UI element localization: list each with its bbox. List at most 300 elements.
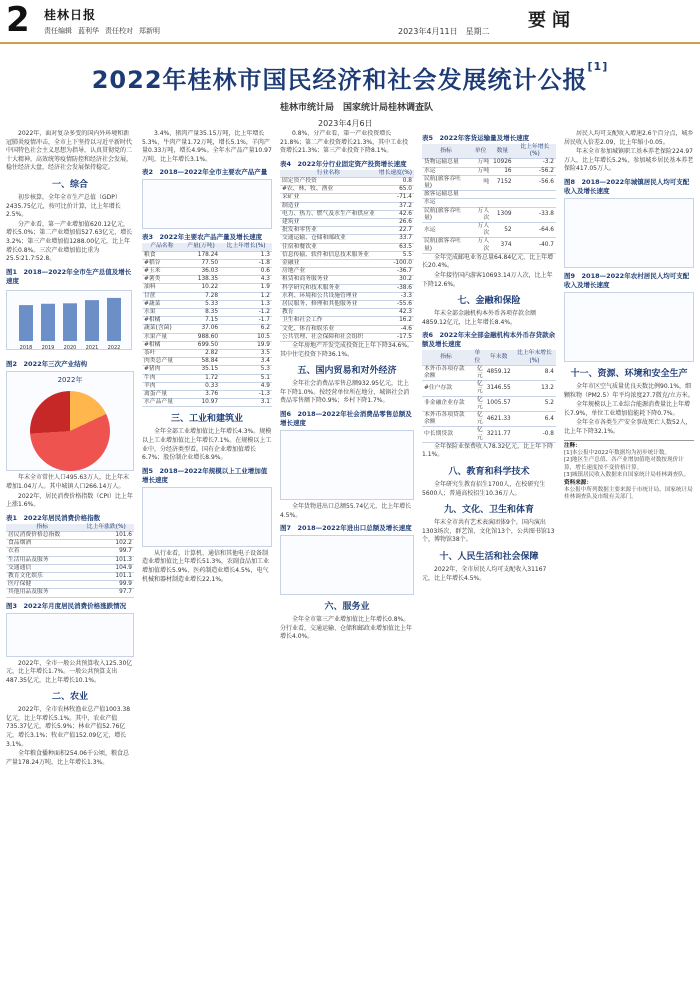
paragraph: 全年规模以上工业综合能源消费量比上年增长7.9%，单位工业增加值能耗下降0.7%。 bbox=[564, 401, 691, 417]
table-row bbox=[280, 317, 414, 325]
tick-label: 2019 bbox=[41, 344, 55, 350]
table-cell bbox=[470, 199, 491, 207]
table-cell: #薯类 bbox=[142, 276, 182, 284]
header-rule bbox=[0, 42, 700, 44]
table-cell: 亿元 bbox=[470, 381, 485, 396]
paragraph: 年末全部金融机构本外币各项存款余额4859.12亿元，比上年增长8.4%。 bbox=[422, 310, 537, 326]
table-cell: 3.76 bbox=[182, 391, 220, 399]
table-header: 数量 bbox=[491, 144, 513, 159]
table-row bbox=[422, 427, 556, 442]
investment-table bbox=[280, 170, 414, 342]
table-cell: 房地产业 bbox=[280, 268, 377, 276]
table-row bbox=[280, 202, 414, 210]
table-cell: 36.03 bbox=[182, 267, 220, 275]
table-row: 其他用品及服务 97.7 bbox=[8, 589, 132, 596]
table-cell: -33.8 bbox=[514, 207, 556, 222]
section-heading: 七、金融和保险 bbox=[457, 296, 521, 307]
table-row bbox=[142, 284, 272, 292]
table-row bbox=[142, 374, 272, 382]
note-item: [1]本公报中2022年数据均为初步统计数。 bbox=[564, 449, 671, 456]
paragraph: 全年保险业保费收入78.32亿元，比上年下降1.1%。 bbox=[422, 442, 554, 459]
paragraph: 全年房地产开发完成投资比上年下降34.6%。其中住宅投资下降36.1%。 bbox=[280, 342, 414, 358]
paragraph: 分产业看，第一产业增加值620.12亿元，增长5.0%；第二产业增加值527.63亿元，增长3.2%；第三产业增加值1288.00亿元，比上年增长0.8%。三次产业增加值比重为25.5∶21.7∶52.8。 bbox=[6, 220, 133, 263]
table-cell: 亿元 bbox=[470, 365, 485, 380]
paragraph: 年末全市共有艺术表演团体9个，国内演出1303场次，群艺馆、文化馆13个，公共图书馆13个，博物馆38个。 bbox=[422, 519, 555, 544]
section-heading: 八、教育和科学技术 bbox=[448, 467, 530, 478]
table-cell: -4.6 bbox=[377, 325, 414, 333]
trade-chart bbox=[280, 535, 414, 595]
table-header: 比上年增长(%) bbox=[220, 243, 272, 251]
table-cell: 茶叶 bbox=[142, 350, 182, 358]
table-cell: 蔬菜(含菌) bbox=[142, 325, 182, 333]
table-cell: 采矿业 bbox=[280, 194, 377, 202]
table-cell: 亿元 bbox=[470, 427, 485, 442]
issue-date: 2023年4月11日 星期二 bbox=[398, 27, 490, 36]
table-cell: 65.0 bbox=[377, 186, 414, 194]
table-cell: 公共管理、社会保障和社会组织 bbox=[280, 333, 377, 341]
table-cell bbox=[470, 191, 491, 199]
table-cell: 22.7 bbox=[377, 227, 414, 235]
table-cell: -36.7 bbox=[377, 268, 414, 276]
table-cell: 固定资产投资 bbox=[280, 177, 377, 185]
urban-income-chart bbox=[564, 198, 694, 268]
table-cell: 万吨 bbox=[470, 167, 491, 175]
table-cell: 52 bbox=[491, 223, 513, 238]
table-cell: 10926 bbox=[493, 159, 512, 166]
table-cell: -0.8 bbox=[513, 427, 556, 442]
table-cell: -64.6 bbox=[514, 223, 556, 238]
table-cell: 居民服务、修理和其他服务业 bbox=[280, 301, 377, 309]
table-row bbox=[280, 251, 414, 259]
gdp-bar bbox=[19, 305, 33, 341]
table-cell: 37.2 bbox=[377, 202, 414, 210]
table-cell: 民航(旅客吞吐量) bbox=[422, 238, 470, 253]
column-5 bbox=[564, 130, 694, 975]
masthead bbox=[0, 0, 700, 48]
table-caption: 表4 2022年分行业固定资产投资增长速度 bbox=[280, 159, 407, 168]
table-cell: 建筑业 bbox=[280, 219, 377, 227]
table-cell: 制造业 bbox=[280, 202, 377, 210]
table-cell: 科学研究和技术服务业 bbox=[280, 284, 377, 292]
table-cell: 万人次 bbox=[470, 207, 491, 222]
table-cell: #玉米 bbox=[142, 267, 182, 275]
title-note: [1] bbox=[587, 60, 609, 73]
table-cell: 63.5 bbox=[377, 243, 414, 251]
table-cell: 水果产量 bbox=[142, 333, 182, 341]
table-header: 增长速度(%) bbox=[378, 169, 412, 176]
table-header: 指标 bbox=[422, 144, 470, 159]
table-cell bbox=[491, 191, 513, 199]
table-cell: 教育 bbox=[280, 309, 377, 317]
table-row bbox=[422, 159, 556, 167]
table-cell: 8.35 bbox=[182, 309, 220, 317]
chart-caption: 表2 2018—2022年全市主要农产品产量 bbox=[142, 168, 268, 177]
table-cell: 1.72 bbox=[182, 374, 220, 382]
table-cell: 亿元 bbox=[470, 396, 485, 411]
table-cell: 10.97 bbox=[182, 399, 220, 407]
paragraph: 全年粮食播种面积254.06千公顷，粮食总产量178.24万吨，比上年增长1.3%。 bbox=[6, 750, 129, 766]
table-row bbox=[142, 341, 272, 349]
chart-caption: 图3 2022年月度居民消费价格涨跌情况 bbox=[6, 601, 127, 610]
table-cell: -1.2 bbox=[220, 309, 272, 317]
table-row bbox=[280, 186, 414, 194]
table-row bbox=[142, 300, 272, 308]
table-cell: 民航(旅客吞吐量) bbox=[422, 175, 470, 190]
paragraph: 全年接待国内游客10693.14万人次，比上年下降12.6%。 bbox=[422, 272, 553, 288]
table-cell: 批发和零售业 bbox=[280, 227, 377, 235]
table-cell: 水运 bbox=[422, 167, 470, 175]
table-row bbox=[422, 191, 556, 199]
table-row bbox=[142, 350, 272, 358]
table-cell: 文化、体育和娱乐业 bbox=[280, 325, 377, 333]
table-cell: 58.84 bbox=[182, 358, 220, 366]
table-cell: #住户存款 bbox=[422, 381, 470, 396]
table-caption: 表3 2022年主要农产品产量及增长速度 bbox=[142, 233, 263, 242]
table-cell: 水利、环境和公共设施管理业 bbox=[280, 292, 377, 300]
column-1 bbox=[6, 130, 134, 975]
table-cell: 肉类总产量 bbox=[142, 358, 182, 366]
paragraph: 全年全市各类生产安全事故死亡人数52人，比上年下降32.1%。 bbox=[564, 419, 692, 435]
table-header: 产量(万吨) bbox=[182, 243, 220, 251]
table-cell: 138.35 bbox=[182, 276, 220, 284]
table-cell: 7.15 bbox=[182, 317, 220, 325]
table-cell: #蔬菜 bbox=[142, 300, 182, 308]
table-cell: 0.8 bbox=[377, 177, 414, 185]
table-cell: 42.3 bbox=[377, 309, 414, 317]
paragraph: 全年市区空气质量优良天数比例90.1%，细颗粒物（PM2.5）年平均浓度27.7微克/立方米。 bbox=[564, 382, 694, 399]
report-title: 2022年桂林市国民经济和社会发展统计公报[1] bbox=[91, 60, 609, 94]
tick-label: 2022 bbox=[107, 344, 121, 350]
table-cell: 77.50 bbox=[182, 259, 220, 267]
table-row bbox=[280, 177, 414, 185]
section-title: 要闻 bbox=[528, 10, 576, 31]
table-header: 单位 bbox=[470, 144, 491, 159]
table-cell: 本外币各项贷款余额 bbox=[422, 412, 470, 427]
table-cell: 988.60 bbox=[182, 333, 220, 341]
table-cell: 4.9 bbox=[220, 382, 272, 390]
table-cell: 7.28 bbox=[182, 292, 220, 300]
deposit-table bbox=[422, 350, 556, 442]
table-cell: 10.22 bbox=[182, 284, 220, 292]
column-3 bbox=[280, 130, 414, 975]
chart-caption: 图5 2018—2022年规模以上工业增加值增长速度 bbox=[142, 466, 268, 484]
section-heading: 十、人民生活和社会保障 bbox=[439, 552, 539, 562]
chart-caption: 图7 2018—2022年进出口总额及增长速度 bbox=[280, 524, 412, 533]
table-cell: 万人次 bbox=[470, 238, 491, 253]
table-cell: 羊肉 bbox=[142, 382, 182, 390]
farm-products-table bbox=[142, 243, 272, 407]
table-cell: 16 bbox=[491, 167, 513, 175]
section-heading: 三、工业和建筑业 bbox=[170, 414, 243, 425]
tick-label: 2020 bbox=[63, 344, 77, 350]
table-header: 指标 bbox=[422, 350, 470, 365]
paragraph: 居民人均可支配收入增速2.6个百分点，城乡居民收入倍差2.09，比上年缩小0.05。 bbox=[564, 130, 694, 146]
table-row: 居民消费价格总指数 101.6 bbox=[8, 531, 132, 538]
table-cell: -56.2 bbox=[514, 167, 556, 175]
chart-caption: 图9 2018—2022年农村居民人均可支配收入及增长速度 bbox=[564, 271, 690, 289]
table-cell bbox=[514, 191, 556, 199]
table-cell: 本外币各项存款余额 bbox=[422, 365, 470, 380]
table-caption: 表1 2022年居民消费价格指数 bbox=[6, 513, 101, 522]
table-row bbox=[280, 301, 414, 309]
industry-growth-chart bbox=[142, 487, 272, 547]
table-cell: 货物运输总量 bbox=[422, 159, 470, 167]
table-cell: 35.15 bbox=[182, 366, 220, 374]
table-cell: 万吨 bbox=[470, 159, 491, 167]
cpi-table: 指标 比上年涨跌(%) 居民消费价格总指数 101.6 食品烟酒 102.2 衣着 99.7 生活用品及服务 101.3 交通通信 104.9 教育文化娱乐 101.1 医疗保健 99.9 其他用品及服务 97.7 bbox=[8, 523, 132, 596]
note-item: [2]地区生产总值、各产业增加值绝对数按现价计算，增长速度按不变价格计算。 bbox=[564, 457, 684, 471]
page-number: 2 bbox=[6, 0, 30, 40]
paragraph: 全年全部工业增加值比上年增长4.3%。规模以上工业增加值比上年增长7.1%。在规模以上工业中，分经济类型看，国有企业增加值增长6.7%；股份制企业增长8.9%。 bbox=[142, 428, 272, 462]
table-cell: #柑橘 bbox=[142, 341, 182, 349]
sources-text: 本公报中所列数据主要来源于市统计局、国家统计局桂林调查队及市级有关部门。 bbox=[564, 486, 693, 501]
table-row bbox=[142, 366, 272, 374]
table-row bbox=[280, 260, 414, 268]
table-cell: 旅客运输总量 bbox=[422, 191, 470, 199]
table-cell: 8.4 bbox=[513, 365, 556, 380]
table-cell: 30.2 bbox=[377, 276, 414, 284]
table-cell: 37.06 bbox=[182, 325, 220, 333]
table-row bbox=[280, 227, 414, 235]
table-cell: 3.5 bbox=[220, 350, 272, 358]
table-cell: 牛肉 bbox=[142, 374, 182, 382]
table-row: 医疗保健 99.9 bbox=[8, 581, 132, 588]
proof-label: 责任校对 bbox=[105, 27, 133, 35]
table-cell: 374 bbox=[491, 238, 513, 253]
table-cell: 亿元 bbox=[470, 412, 485, 427]
notes bbox=[564, 440, 694, 502]
table-cell: #柑橘 bbox=[142, 317, 182, 325]
table-cell: 3211.77 bbox=[485, 427, 513, 442]
farm-chart bbox=[142, 179, 272, 229]
table-header: 比上年增长(%) bbox=[514, 144, 556, 159]
table-row bbox=[422, 396, 556, 411]
table-cell: 电力、热力、燃气及水生产和供应业 bbox=[282, 210, 375, 217]
section-heading: 六、服务业 bbox=[324, 602, 370, 613]
table-row bbox=[422, 175, 556, 190]
table-cell: 3.1 bbox=[220, 399, 272, 407]
paper-name: 桂林日报 bbox=[44, 8, 97, 22]
table-cell: -56.6 bbox=[514, 175, 556, 190]
table-cell: 6.4 bbox=[513, 412, 556, 427]
table-row bbox=[422, 167, 556, 175]
table-row: 教育文化娱乐 101.1 bbox=[8, 572, 132, 579]
retail-chart bbox=[280, 430, 414, 500]
table-cell: 1.9 bbox=[220, 284, 272, 292]
table-cell: 0.33 bbox=[182, 382, 220, 390]
chart-caption: 图8 2018—2022年城镇居民人均可支配收入及增长速度 bbox=[564, 177, 690, 195]
table-cell: 0.6 bbox=[220, 267, 272, 275]
section-heading: 十一、资源、环境和安全生产 bbox=[570, 368, 688, 379]
gdp-bar bbox=[85, 300, 99, 341]
table-cell: 民航(旅客吞吐量) bbox=[422, 207, 470, 222]
chart-caption: 图6 2018—2022年社会消费品零售总额及增长速度 bbox=[280, 410, 412, 428]
table-cell: 吨 bbox=[470, 175, 491, 190]
table-cell: 42.6 bbox=[377, 210, 414, 218]
section-heading: 二、农业 bbox=[51, 692, 88, 703]
table-cell: #农、林、牧、渔业 bbox=[280, 186, 377, 194]
table-cell: 33.7 bbox=[377, 235, 414, 243]
table-cell: 甘蔗 bbox=[142, 292, 182, 300]
table-cell: 1005.57 bbox=[485, 396, 513, 411]
table-row bbox=[142, 325, 272, 333]
table-row bbox=[422, 412, 556, 427]
table-row: 生活用品及服务 101.3 bbox=[8, 556, 132, 563]
table-cell: 3.4 bbox=[220, 358, 272, 366]
table-row bbox=[142, 358, 272, 366]
table-row bbox=[280, 219, 414, 227]
table-row bbox=[280, 243, 414, 251]
table-cell: -100.0 bbox=[377, 260, 414, 268]
table-row bbox=[280, 292, 414, 300]
table-row bbox=[422, 238, 556, 253]
table-row bbox=[142, 391, 272, 399]
paragraph: 初步核算，全年全市生产总值（GDP）2435.75亿元，按可比价计算，比上年增长2.5%。 bbox=[6, 193, 121, 219]
table-header: 产品名称 bbox=[142, 243, 182, 251]
notes-title: 注释： bbox=[564, 442, 581, 449]
table-row bbox=[142, 317, 272, 325]
paragraph: 2022年，全市一般公共预算收入125.30亿元，比上年增长1.7%。一般公共预算支出487.35亿元，比上年增长10.1%。 bbox=[6, 659, 133, 684]
note-item: [3]城镇居民收入数据来自国家统计局桂林调查队。 bbox=[564, 472, 690, 479]
table-header: 年末数 bbox=[485, 350, 513, 365]
chart-caption: 图1 2018—2022年全市生产总值及增长速度 bbox=[6, 267, 132, 285]
table-row bbox=[422, 223, 556, 238]
table-cell: #稻谷 bbox=[142, 259, 182, 267]
table-cell: 699.50 bbox=[182, 341, 220, 349]
gdp-bar bbox=[41, 303, 55, 340]
table-cell: 5.1 bbox=[220, 374, 272, 382]
table-cell: 26.6 bbox=[377, 219, 414, 227]
table-cell: 非金融企业存款 bbox=[422, 396, 470, 411]
table-cell: 5.5 bbox=[377, 251, 414, 259]
paragraph: 3.4%，猪肉产量35.15万吨，比上年增长5.3%，牛肉产量1.72万吨，增长5.1%，羊肉产量0.33万吨，增长4.9%。全年水产品产量10.97万吨，比上年增长3.1%。 bbox=[142, 130, 272, 163]
paragraph: 全年研究生教育招生1700人，在校研究生5600人；普通高校招生10.36万人。 bbox=[422, 481, 546, 497]
table-row bbox=[280, 325, 414, 333]
table-cell: #猪肉 bbox=[142, 366, 182, 374]
pie-slices bbox=[30, 391, 110, 471]
publish-date: 2023年4月6日 bbox=[318, 119, 373, 128]
column-4 bbox=[422, 130, 556, 975]
table-cell bbox=[514, 199, 556, 207]
table-cell: -55.6 bbox=[377, 301, 414, 309]
table-caption: 表6 2022年末全部金融机构本外币存贷款余额及增长速度 bbox=[422, 331, 556, 349]
table-row bbox=[280, 268, 414, 276]
table-cell: 5.2 bbox=[513, 396, 556, 411]
table-cell: 交通运输、仓储和邮政业 bbox=[280, 235, 377, 243]
table-cell: 1.3 bbox=[220, 300, 272, 308]
table-row: 交通通信 104.9 bbox=[8, 564, 132, 571]
gdp-bar bbox=[107, 298, 121, 341]
table-row bbox=[142, 276, 272, 284]
paragraph: 2022年，全市居民人均可支配收入31167元，比上年增长4.5%。 bbox=[422, 566, 547, 582]
table-row bbox=[142, 382, 272, 390]
industry-pie-chart bbox=[6, 371, 134, 471]
table-cell: 4859.12 bbox=[485, 365, 513, 380]
editors-line bbox=[44, 26, 166, 36]
proof-name: 郑新明 bbox=[139, 27, 160, 35]
column-2 bbox=[142, 130, 272, 975]
editor-name: 蓝利华 bbox=[78, 27, 99, 35]
table-cell: 油料 bbox=[142, 284, 182, 292]
gdp-chart bbox=[6, 290, 132, 350]
paragraph: 年末全市参加城镇职工基本养老保险224.97万人，比上年增长5.2%，参加城乡居民基本养老保险417.05万人。 bbox=[564, 148, 694, 173]
table-cell: -17.5 bbox=[377, 333, 414, 341]
table-cell: 13.2 bbox=[513, 381, 556, 396]
tick-label: 2018 bbox=[19, 344, 33, 350]
table-row bbox=[422, 365, 556, 380]
table-row bbox=[142, 292, 272, 300]
paragraph: 年末全市常住人口495.63万人，比上年末增加1.04万人。其中城镇人口266.14万人。 bbox=[6, 474, 129, 490]
intro-paragraph: 2022年，面对复杂多变的国内外环境和新冠肺炎疫情冲击，全市上下坚持以习近平新时代中国特色社会主义思想为指导，认真贯彻党的二十大精神，高效统筹疫情防控和经济社会发展，稳住经济大盘，经济社会发展保持稳定。 bbox=[6, 130, 133, 172]
paragraph: 从行业看，计算机、通信和其他电子设备制造业增加值比上年增长51.3%，农副食品加工业增加值增长5.9%，医药制造业增长4.5%，电气机械和器材制造业增长22.1%。 bbox=[142, 549, 270, 583]
table-caption: 表5 2022年客货运输量及增长速度 bbox=[422, 134, 530, 142]
rural-income-chart bbox=[564, 292, 694, 362]
table-row bbox=[142, 251, 272, 259]
table-row bbox=[142, 399, 272, 407]
editor-label: 责任编辑 bbox=[44, 27, 72, 35]
transport-table bbox=[422, 144, 556, 254]
sources-title: 资料来源： bbox=[564, 479, 592, 486]
table-cell: 5.33 bbox=[182, 300, 220, 308]
paragraph: 全年货物进出口总额55.74亿元，比上年增长4.5%。 bbox=[280, 503, 412, 519]
table-cell: 租赁和商务服务业 bbox=[280, 276, 377, 284]
table-cell: 1309 bbox=[491, 207, 513, 222]
table-cell: 4621.33 bbox=[485, 412, 513, 427]
byline: 桂林市统计局 国家统计局桂林调查队 bbox=[280, 103, 434, 113]
table-cell: -71.4 bbox=[377, 194, 414, 202]
paragraph: 全年社会消费品零售总额932.95亿元，比上年下降1.0%。按经营单位所在地分，城镇社会消费品零售额下降0.9%；乡村下降1.7%。 bbox=[280, 380, 410, 405]
paragraph: 全年全市第三产业增加值比上年增长0.8%。分行业看，交通运输、仓储和邮政业增加值比上年增长4.0%。 bbox=[280, 616, 413, 641]
table-cell: 10.5 bbox=[220, 333, 272, 341]
table-cell: 1.3 bbox=[220, 251, 272, 259]
tick-label: 2021 bbox=[85, 344, 99, 350]
table-cell: 金融业 bbox=[280, 260, 377, 268]
table-cell: 水运 bbox=[422, 199, 470, 207]
table-cell: -3.3 bbox=[377, 292, 414, 300]
table-cell: 5.3 bbox=[220, 366, 272, 374]
pie-title: 2022年 bbox=[57, 376, 83, 385]
table-row bbox=[280, 309, 414, 317]
chart-caption: 图2 2022年三次产业结构 bbox=[6, 360, 88, 369]
table-cell: 1.2 bbox=[220, 292, 272, 300]
table-row bbox=[142, 267, 272, 275]
section-heading: 五、国内贸易和对外经济 bbox=[297, 366, 397, 377]
table-row: 食品烟酒 102.2 bbox=[8, 540, 132, 547]
paragraph: 全年完成邮电业务总量64.84亿元，比上年增长20.4%。 bbox=[422, 253, 554, 270]
table-cell: 178.24 bbox=[182, 251, 220, 259]
table-row bbox=[280, 235, 414, 243]
table-cell: 7152 bbox=[491, 175, 513, 190]
table-cell: -3.2 bbox=[514, 159, 556, 167]
table-row bbox=[280, 284, 414, 292]
table-header: 单位 bbox=[470, 350, 485, 365]
table-cell: 信息传输、软件和信息技术服务业 bbox=[280, 251, 377, 259]
table-header: 比上年末增长(%) bbox=[513, 350, 556, 365]
table-row bbox=[142, 259, 272, 267]
paragraph: 2022年，全市农林牧渔业总产值1003.38亿元，比上年增长5.1%。其中，农业产值735.37亿元，增长5.9%；林业产值52.76亿元，增长3.1%；牧业产值152.09亿元，增长3.1%。 bbox=[6, 706, 131, 748]
table-cell: -1.3 bbox=[220, 391, 272, 399]
table-row bbox=[422, 199, 556, 207]
table-cell: 水运 bbox=[422, 223, 470, 238]
section-heading: 一、综合 bbox=[51, 179, 88, 190]
table-cell: 万人次 bbox=[470, 223, 491, 238]
table-cell: 19.9 bbox=[220, 341, 272, 349]
table-row bbox=[422, 207, 556, 222]
table-row bbox=[142, 309, 272, 317]
table-header: 行业名称 bbox=[280, 170, 377, 178]
table-cell: 水产品产量 bbox=[142, 399, 182, 407]
paragraph: 2022年，居民消费价格指数（CPI）比上年上涨1.6%。 bbox=[6, 492, 133, 509]
